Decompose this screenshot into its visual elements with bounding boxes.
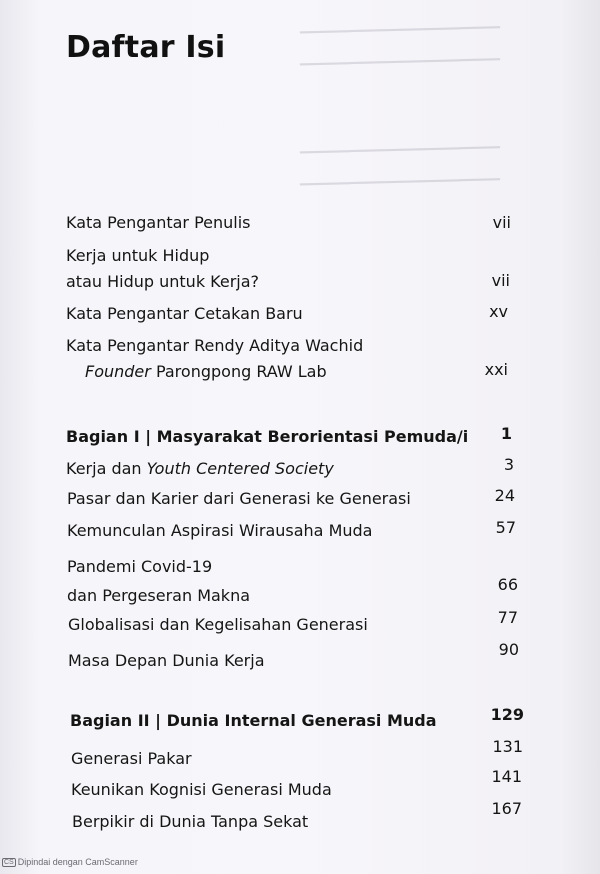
- chapter-title: Berpikir di Dunia Tanpa Sekat: [72, 812, 309, 831]
- toc-entry[interactable]: [66, 336, 363, 382]
- chapter-page-number: 131: [492, 737, 523, 756]
- bleed-through-texture: ▔▔▔▔▔▔▔▔▔▔▔▔▔▔▔▔▔▔▔▔: [300, 179, 500, 200]
- chapter-title: Kerja dan: [66, 459, 147, 478]
- chapter-title: Kemunculan Aspirasi Wirausaha Muda: [67, 521, 373, 540]
- chapter-title-italic: Youth Centered Society: [146, 459, 334, 478]
- chapter-title: Pasar dan Karier dari Generasi ke Generasi: [67, 489, 411, 508]
- watermark-text: Dipindai dengan CamScanner: [17, 857, 138, 867]
- toc-chapter[interactable]: [68, 651, 265, 671]
- toc-page-number: xxi: [484, 360, 508, 379]
- toc-entry-title: Kata Pengantar Cetakan Baru: [66, 304, 303, 323]
- chapter-page-number: 57: [495, 518, 516, 537]
- toc-chapter[interactable]: [71, 780, 332, 800]
- chapter-page-number: 141: [491, 767, 522, 786]
- toc-chapter[interactable]: [67, 557, 250, 606]
- toc-chapter[interactable]: [67, 521, 372, 541]
- bleed-through-texture: ▔▔▔▔▔▔▔▔▔▔▔▔▔▔▔▔▔▔▔▔: [300, 27, 500, 48]
- toc-chapter[interactable]: [66, 459, 334, 479]
- toc-chapter[interactable]: [71, 749, 192, 769]
- toc-page-number: vii: [491, 271, 510, 290]
- toc-chapter[interactable]: [68, 615, 368, 635]
- toc-entry[interactable]: [66, 213, 251, 233]
- part-page-number: 129: [490, 705, 524, 724]
- chapter-page-number: 3: [503, 455, 514, 474]
- bleed-through-texture: ▔▔▔▔▔▔▔▔▔▔▔▔▔▔▔▔▔▔▔▔: [300, 59, 500, 80]
- toc-entry-title: Kata Pengantar Penulis: [66, 213, 251, 232]
- toc-entry[interactable]: [66, 246, 259, 292]
- toc-entry-rest: Parongpong RAW Lab: [150, 362, 327, 381]
- part-heading[interactable]: Bagian II | Dunia Internal Generasi Muda: [70, 711, 437, 730]
- chapter-page-number: 90: [498, 640, 519, 659]
- chapter-title: Masa Depan Dunia Kerja: [68, 651, 265, 670]
- part-page-number: 1: [500, 424, 512, 443]
- chapter-title-line2: dan Pergeseran Makna: [67, 586, 251, 605]
- toc-chapter[interactable]: [72, 812, 308, 832]
- chapter-page-number: 167: [491, 799, 522, 818]
- chapter-title: Globalisasi dan Kegelisahan Generasi: [68, 615, 368, 634]
- toc-page-number: xv: [489, 302, 508, 321]
- toc-page-number: vii: [492, 213, 511, 232]
- toc-chapter[interactable]: [67, 489, 411, 509]
- chapter-page-number: 24: [494, 486, 515, 505]
- chapter-title: Generasi Pakar: [71, 749, 192, 768]
- part-heading[interactable]: Bagian I | Masyarakat Berorientasi Pemuda/i: [66, 427, 469, 446]
- scanner-watermark: [2, 857, 138, 867]
- chapter-page-number: 66: [497, 575, 518, 594]
- toc-entry-title: Kerja untuk Hidup: [66, 246, 210, 265]
- chapter-page-number: 77: [497, 608, 518, 627]
- toc-entry-title: Kata Pengantar Rendy Aditya Wachid: [66, 336, 364, 355]
- toc-entry-title-line2: [66, 362, 363, 382]
- page-title: Daftar Isi: [66, 30, 226, 65]
- toc-entry-italic: Founder: [85, 362, 151, 381]
- toc-entry-title-line2: atau Hidup untuk Kerja?: [66, 272, 260, 291]
- toc-entry[interactable]: [66, 304, 303, 324]
- chapter-title: Keunikan Kognisi Generasi Muda: [71, 780, 332, 799]
- bleed-through-texture: ▔▔▔▔▔▔▔▔▔▔▔▔▔▔▔▔▔▔▔▔: [300, 147, 500, 168]
- camscanner-logo-icon: CS: [4, 859, 14, 866]
- chapter-title: Pandemi Covid-19: [67, 557, 213, 576]
